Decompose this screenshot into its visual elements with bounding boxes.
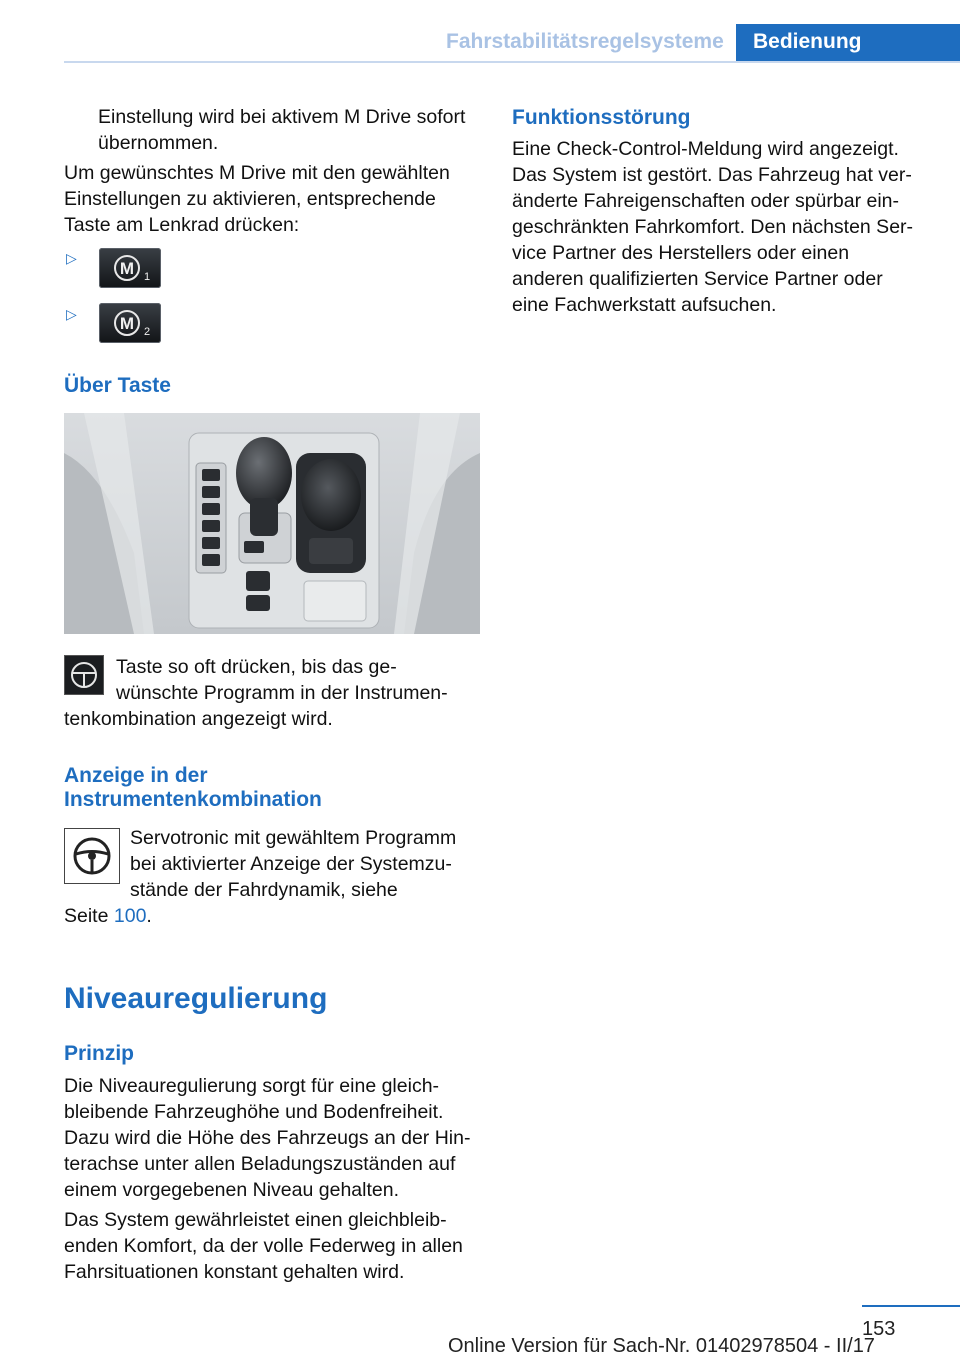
text-fragment: . [146, 905, 152, 927]
text-line: Das System ist gestört. Das Fahrzeug hat ver‐ [512, 164, 912, 186]
text-line: stände der Fahrdynamik, siehe [130, 879, 398, 901]
m2-button-icon [99, 303, 161, 343]
paragraph-continuation [98, 104, 465, 156]
text-line: Eine Check-Control-Meldung wird angezeigt. [512, 138, 899, 160]
text-line: wünschte Programm in der Instrumen‐ [116, 682, 448, 704]
text-line: bleibende Fahrzeughöhe und Bodenfreiheit. [64, 1101, 444, 1123]
text-line: vice Partner des Herstellers oder einen [512, 242, 850, 264]
text-line: Die Niveauregulierung sorgt für eine gleich‐ [64, 1075, 440, 1097]
text-line: einem vorgegebenen Niveau gehalten. [64, 1179, 399, 1201]
svg-text:2: 2 [144, 326, 151, 338]
system-text [64, 1207, 463, 1285]
heading-funktionsstoerung: Funktionsstörung [512, 106, 691, 129]
text-fragment: Seite [64, 905, 114, 927]
heading-ueber-taste: Über Taste [64, 374, 171, 397]
header-chapter-label: Bedienung [753, 30, 862, 53]
text-line: anderen qualifizierten Service Partner oder [512, 268, 883, 290]
stoerung-text [512, 136, 913, 318]
text-line: bei aktivierter Anzeige der Systemzu‐ [130, 853, 452, 875]
prinzip-text [64, 1073, 470, 1203]
svg-text:M: M [119, 259, 135, 278]
console-illustration [64, 413, 480, 634]
header-rule [64, 61, 960, 63]
page-number: 153 [862, 1318, 896, 1340]
text-line: Um gewünschtes M Drive mit den gewählten [64, 162, 450, 184]
heading-niveauregulierung: Niveauregulierung [64, 982, 328, 1015]
anzeige-page-ref [64, 903, 152, 929]
footer-rule [862, 1305, 960, 1307]
paragraph-intro [64, 160, 450, 238]
bullet-marker: ▷ [66, 250, 77, 266]
text-line: enden Komfort, da der volle Federweg in allen [64, 1235, 463, 1257]
taste-note-end: tenkombination angezeigt wird. [64, 708, 333, 730]
heading-anzeige [64, 764, 322, 812]
text-line: Einstellungen zu aktivieren, entsprechende [64, 188, 436, 210]
text-line: Einstellung wird bei aktivem M Drive sofort [98, 106, 466, 128]
text-line: Taste am Lenkrad drücken: [64, 214, 300, 236]
bullet-marker: ▷ [66, 306, 77, 322]
text-line: Servotronic mit gewähltem Programm [130, 827, 457, 849]
svg-text:M: M [119, 314, 135, 333]
svg-text:1: 1 [144, 271, 151, 283]
text-line: geschränkten Fahrkomfort. Den nächsten Ser‐ [512, 216, 914, 238]
m1-glyph-icon [99, 248, 161, 288]
text-line: Taste so oft drücken, bis das ge‐ [116, 656, 397, 678]
text-line: terachse unter allen Beladungszuständen auf [64, 1153, 456, 1175]
text-line: Das System gewährleistet einen gleichbleib‐ [64, 1209, 447, 1231]
heading-line: Anzeige in der [64, 764, 208, 787]
heading-line: Instrumentenkombination [64, 788, 322, 811]
header-section-title: Fahrstabilitätsregelsysteme [446, 30, 724, 53]
m2-glyph-icon [99, 303, 161, 343]
anzeige-text [130, 825, 456, 903]
text-line: Dazu wird die Höhe des Fahrzeugs an der Hin‐ [64, 1127, 471, 1149]
page-link-100[interactable]: 100 [113, 905, 147, 927]
center-console-photo [64, 413, 480, 634]
text-line: Fahrsituationen konstant gehalten wird. [64, 1261, 405, 1283]
text-line: übernommen. [98, 132, 219, 154]
text-line: änderte Fahreigenschaften oder spürbar ein‐ [512, 190, 899, 212]
footer-online-version: Online Version für Sach-Nr. 01402978504 - II/17 [448, 1335, 875, 1357]
heading-prinzip: Prinzip [64, 1042, 135, 1065]
taste-note [116, 654, 448, 706]
steering-wheel-icon [64, 655, 104, 695]
m1-button-icon [99, 248, 161, 288]
text-line: eine Fachwerkstatt aufsuchen. [512, 294, 777, 316]
steering-wheel-icon [64, 828, 120, 884]
header-chapter-tab [736, 24, 960, 62]
